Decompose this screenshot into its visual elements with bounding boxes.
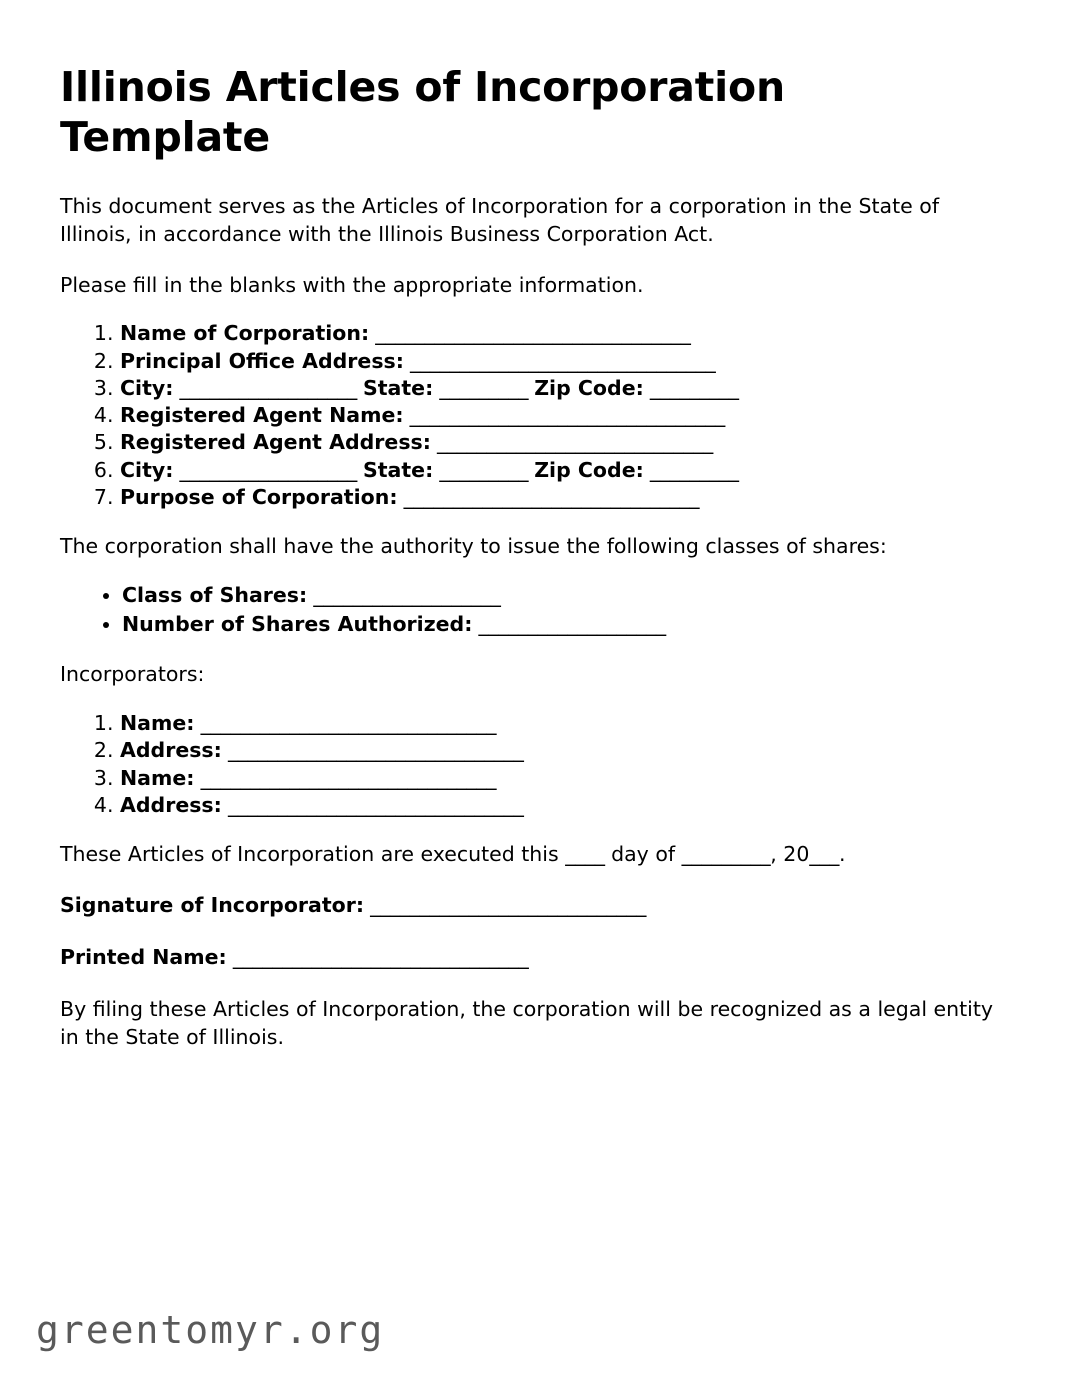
field-label: Address: (120, 738, 222, 763)
field-blank-city: __________________ (173, 457, 363, 482)
list-item-incorporator-name-2 (120, 765, 1015, 792)
field-blank-zip: _________ (643, 457, 739, 482)
incorporators-heading: Incorporators: (60, 662, 205, 687)
list-item-incorporator-name-1 (120, 710, 1015, 737)
field-blank: ____________________________ (364, 892, 646, 917)
field-label-city: City: (120, 457, 174, 482)
field-blank-state: _________ (433, 457, 535, 482)
field-blank: ______________________________ (226, 944, 529, 969)
document-content (60, 62, 1015, 1051)
field-label: Purpose of Corporation: (120, 484, 398, 509)
list-item-city-state-zip-agent (120, 457, 1015, 484)
shares-list (60, 582, 1015, 639)
field-label-state: State: (362, 375, 434, 400)
list-item-name-of-corporation (120, 320, 1015, 347)
field-blank: ________________________________ (369, 321, 691, 346)
field-blank: ________________________________ (403, 403, 725, 428)
field-blank: ___________________ (307, 582, 501, 607)
field-label: Name: (120, 765, 195, 790)
signature-of-incorporator-line (60, 892, 1015, 920)
field-blank: ______________________________ (221, 738, 524, 763)
field-label: Signature of Incorporator: (60, 892, 365, 917)
field-blank-zip: _________ (643, 375, 739, 400)
intro-paragraph: This document serves as the Articles of Incorporation for a corporation in the State of Illinois, in accordance with the Illinois Business Corporation Act. (60, 193, 940, 246)
list-item-incorporator-address-2 (120, 792, 1015, 819)
field-label-zip: Zip Code: (534, 375, 644, 400)
closing-paragraph: By filing these Articles of Incorporation, the corporation will be recognized as a legal entity in the State of Illinois. (60, 996, 994, 1049)
site-watermark: greentomyr.org (36, 1308, 385, 1352)
field-blank: ______________________________ (397, 484, 700, 509)
list-item-registered-agent-address (120, 429, 1015, 456)
list-item-principal-office-address (120, 348, 1015, 375)
field-blank: ______________________________ (221, 792, 524, 817)
field-label: Name: (120, 711, 195, 736)
corporation-details-list (60, 320, 1015, 511)
printed-name-line (60, 944, 1015, 972)
list-item-purpose-of-corporation (120, 484, 1015, 511)
field-blank: ___________________ (472, 611, 666, 636)
list-item-incorporator-address-1 (120, 737, 1015, 764)
field-label-zip: Zip Code: (534, 457, 644, 482)
field-label: Number of Shares Authorized: (122, 611, 473, 636)
field-label: Address: (120, 792, 222, 817)
execution-text-part-4: . (838, 842, 846, 867)
field-label: Class of Shares: (122, 582, 308, 607)
field-label: Registered Agent Address: (120, 430, 431, 455)
shares-intro-paragraph: The corporation shall have the authority to issue the following classes of shares: (60, 534, 887, 559)
execution-month-blank: _________ (681, 842, 771, 867)
list-item-class-of-shares (122, 582, 1015, 611)
field-blank-state: _________ (433, 375, 535, 400)
list-item-registered-agent-name (120, 402, 1015, 429)
field-blank-city: __________________ (173, 375, 363, 400)
execution-text-part-1: These Articles of Incorporation are executed this (60, 842, 566, 867)
field-label: Name of Corporation: (120, 321, 370, 346)
execution-text-part-2: day of (604, 842, 682, 867)
field-label-city: City: (120, 375, 174, 400)
field-blank: ______________________________ (194, 765, 497, 790)
page-title: Illinois Articles of Incorporation Template (60, 63, 785, 162)
incorporators-list (60, 710, 1015, 819)
execution-text-part-3: , 20 (770, 842, 810, 867)
field-label: Registered Agent Name: (120, 403, 404, 428)
field-blank: ______________________________ (194, 711, 497, 736)
field-label: Principal Office Address: (120, 348, 404, 373)
field-label: Printed Name: (60, 944, 227, 969)
execution-day-blank: ____ (565, 842, 605, 867)
field-blank: _______________________________ (403, 348, 716, 373)
list-item-city-state-zip-principal (120, 375, 1015, 402)
execution-date-line (60, 841, 1015, 869)
instruction-paragraph: Please fill in the blanks with the appropriate information. (60, 272, 644, 297)
execution-year-blank: ___ (809, 842, 839, 867)
field-blank: ____________________________ (430, 430, 713, 455)
list-item-number-of-shares (122, 611, 1015, 640)
field-label-state: State: (362, 457, 434, 482)
